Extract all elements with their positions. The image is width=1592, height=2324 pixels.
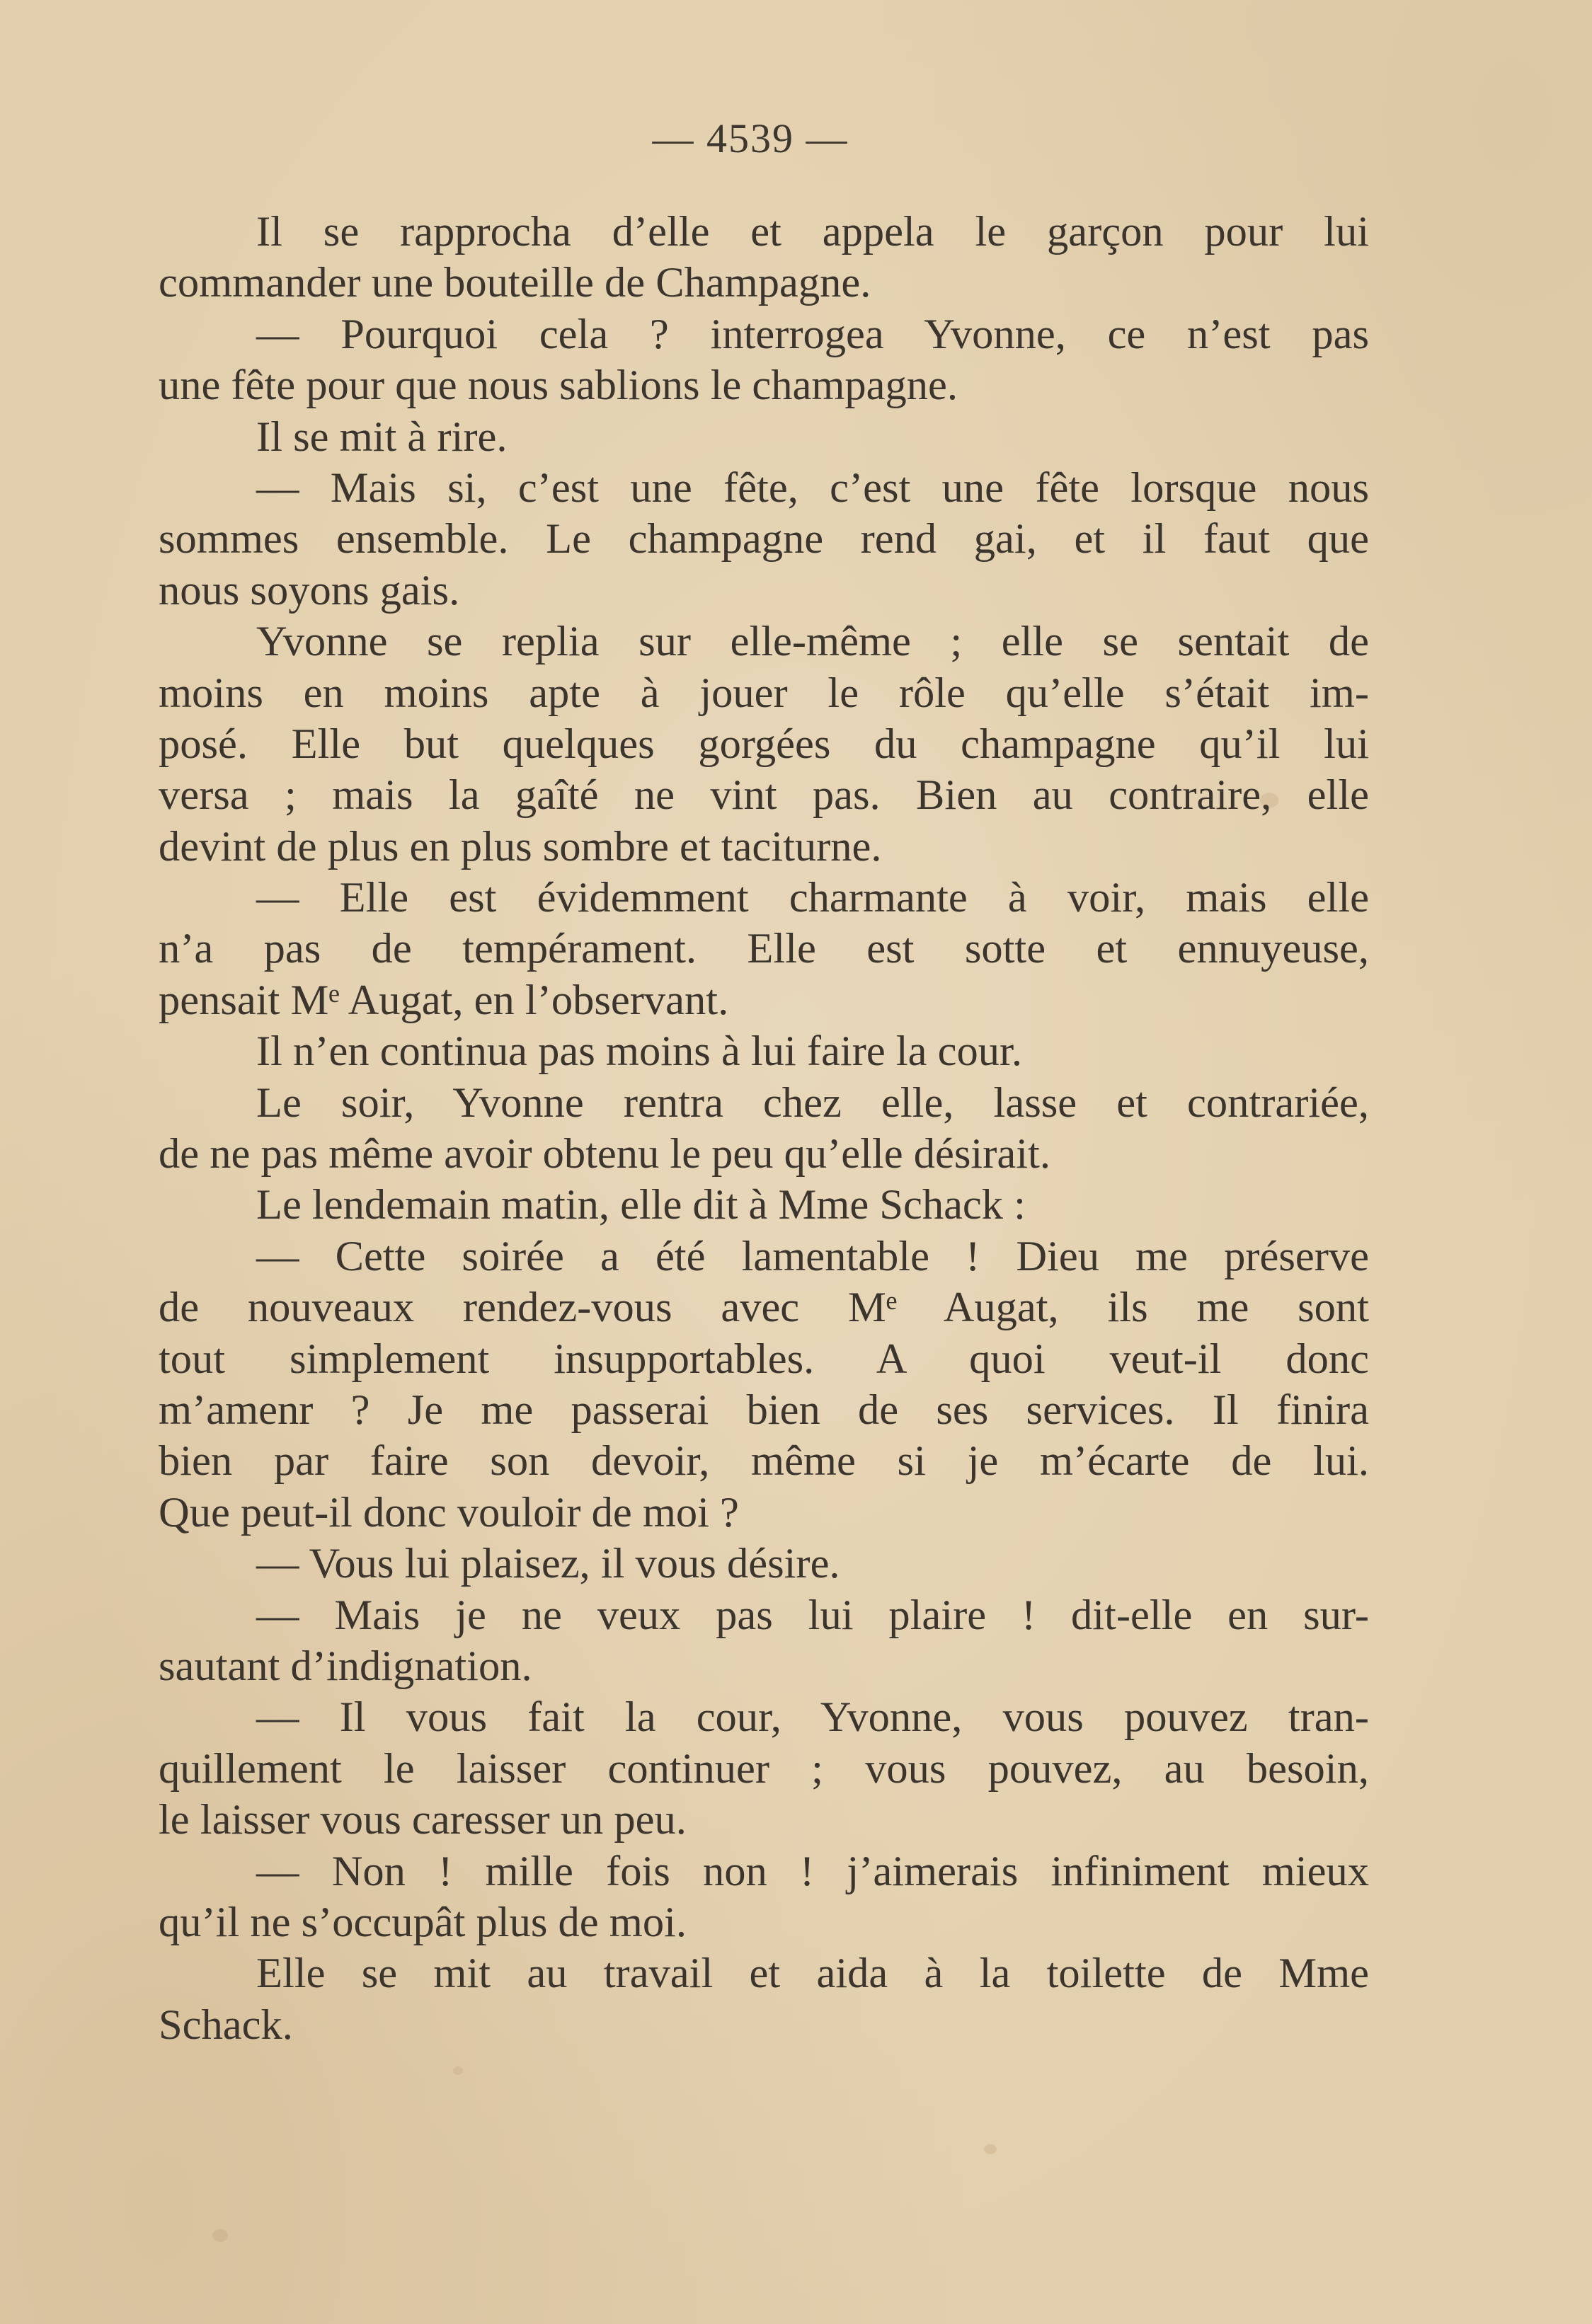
text-line: n’a pas de tempérament. Elle est sotte et ennuyeuse, bbox=[159, 925, 1369, 973]
text-line: tout simplement insupportables. A quoi veut-il donc bbox=[159, 1335, 1369, 1383]
text-line: bien par faire son devoir, même si je m’écarte de lui. bbox=[159, 1437, 1369, 1485]
paper-stain bbox=[212, 2229, 228, 2242]
text-line: le laisser vous caresser un peu. bbox=[159, 1796, 687, 1844]
text-line: Il n’en continua pas moins à lui faire la cour. bbox=[256, 1028, 1022, 1076]
body-text bbox=[159, 207, 1369, 2051]
text-line: quillement le laisser continuer ; vous pouvez, au besoin, bbox=[159, 1744, 1369, 1793]
text-line: — Il vous fait la cour, Yvonne, vous pouvez tran- bbox=[256, 1693, 1369, 1742]
text-line: commander une bouteille de Champagne. bbox=[159, 259, 871, 307]
text-line: qu’il ne s’occupât plus de moi. bbox=[159, 1898, 687, 1946]
text-line: m’amenr ? Je me passerai bien de ses services. Il finira bbox=[159, 1386, 1369, 1434]
text-line: — Cette soirée a été lamentable ! Dieu me préserve bbox=[256, 1232, 1369, 1280]
text-line: sautant d’indignation. bbox=[159, 1642, 532, 1690]
text-line: Yvonne se replia sur elle-même ; elle se sentait de bbox=[256, 618, 1369, 666]
text-line: Le soir, Yvonne rentra chez elle, lasse et contrariée, bbox=[256, 1078, 1369, 1127]
text-line: Que peut-il donc vouloir de moi ? bbox=[159, 1488, 739, 1536]
text-line: pensait Mᵉ Augat, en l’observant. bbox=[159, 976, 729, 1024]
text-line: — Vous lui plaisez, il vous désire. bbox=[256, 1540, 840, 1588]
text-line: — Mais je ne veux pas lui plaire ! dit-elle en sur- bbox=[256, 1591, 1369, 1639]
text-line: — Non ! mille fois non ! j’aimerais infiniment mieux bbox=[256, 1847, 1369, 1895]
text-line: Elle se mit au travail et aida à la toilette de Mme bbox=[256, 1950, 1369, 1998]
text-line: nous soyons gais. bbox=[159, 566, 460, 614]
text-line: moins en moins apte à jouer le rôle qu’elle s’était im- bbox=[159, 669, 1369, 717]
text-line: Il se mit à rire. bbox=[256, 413, 508, 461]
text-line: — Mais si, c’est une fête, c’est une fête lorsque nous bbox=[256, 464, 1369, 512]
page-number: — 4539 — bbox=[652, 115, 849, 161]
paper-stain bbox=[984, 2144, 997, 2154]
text-line: — Elle est évidemment charmante à voir, mais elle bbox=[256, 874, 1369, 922]
text-line: versa ; mais la gaîté ne vint pas. Bien au contraire, elle bbox=[159, 771, 1369, 819]
text-line: de ne pas même avoir obtenu le peu qu’elle désirait. bbox=[159, 1130, 1050, 1178]
text-line: devint de plus en plus sombre et taciturne. bbox=[159, 822, 882, 870]
text-line: de nouveaux rendez-vous avec Mᵉ Augat, ils me sont bbox=[159, 1284, 1369, 1332]
text-line: Il se rapprocha d’elle et appela le garçon pour lui bbox=[256, 208, 1369, 255]
text-line: une fête pour que nous sablions le champagne. bbox=[159, 362, 958, 410]
text-line: posé. Elle but quelques gorgées du champagne qu’il lui bbox=[159, 720, 1369, 768]
text-line: Schack. bbox=[159, 2001, 293, 2049]
text-line: sommes ensemble. Le champagne rend gai, et il faut que bbox=[159, 515, 1369, 563]
text-line: — Pourquoi cela ? interrogea Yvonne, ce n’est pas bbox=[256, 310, 1369, 358]
text-line: Le lendemain matin, elle dit à Mme Schack : bbox=[256, 1181, 1026, 1229]
paper-stain bbox=[453, 2066, 463, 2075]
